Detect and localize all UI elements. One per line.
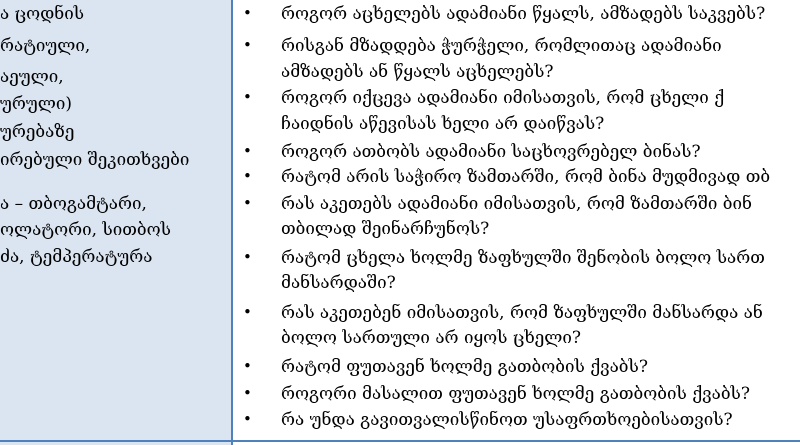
question-line: მანსარდაში? (281, 273, 396, 293)
left-column-cell (0, 0, 231, 445)
question-line: ამზადებს ან წყალს აცხელებს? (281, 62, 554, 82)
question-line: როგორ აცხელებს ადამიანი წყალს, ამზადებს საკვებს? (281, 4, 766, 24)
question-line: როგორ ათბობს ადამიანი საცხოვრებელ ბინას? (281, 142, 701, 162)
question-line: ბოლო სართული არ იყოს ცხელი? (281, 328, 582, 348)
table-bottom-border (0, 440, 800, 442)
left-text-line: ოლატორი, სითბოს (0, 220, 171, 240)
question-line: რატომ არის საჭირო ზამთარში, რომ ბინა მუდმივად თბ (281, 167, 771, 187)
question-line: რისგან მზადდება ჭურჭელი, რომლითაც ადამიანი (281, 36, 722, 56)
bullet-icon: • (243, 384, 252, 402)
left-text-line: ა – თბოგამტარი, (0, 194, 147, 214)
left-text-line: ძა, ტემპერატურა (0, 247, 153, 267)
question-line: რატომ ცხელა ხოლმე ზაფხულში შენობის ბოლო სართ (281, 248, 765, 268)
bullet-icon: • (243, 410, 252, 428)
question-line: როგორ იქცევა ადამიანი იმისათვის, რომ ცხელი ქ (281, 88, 725, 108)
question-line: რატომ ფუთავენ ხოლმე გათბობის ქვაბს? (281, 357, 648, 377)
question-line: რას აკეთებენ იმისათვის, რომ ზაფხულში მანსარდა ან (281, 303, 763, 323)
bullet-icon: • (243, 194, 252, 212)
left-text-line: აეული, (0, 67, 64, 87)
left-text-line: ურებაზე (0, 122, 75, 142)
left-text-line: ა ცოდნის (0, 4, 85, 24)
bullet-icon: • (243, 4, 252, 22)
left-text-line: ურული) (0, 94, 73, 114)
question-line: როგორი მასალით ფუთავენ ხოლმე გათბობის ქვაბს? (281, 384, 750, 404)
question-line: რა უნდა გავითვალისწინოთ უსაფრთხოებისათვის? (281, 410, 733, 430)
left-text-line: ირებული შეკითხვები (0, 150, 190, 170)
left-text-line: რატიული, (0, 36, 91, 56)
bullet-icon: • (243, 167, 252, 185)
bullet-icon: • (243, 303, 252, 321)
question-line: რას აკეთებს ადამიანი იმისათვის, რომ ზამთარში ბინ (281, 194, 752, 214)
bullet-icon: • (243, 248, 252, 266)
bullet-icon: • (243, 142, 252, 160)
bullet-icon: • (243, 88, 252, 106)
question-line: თბილად შეინარჩუნოს? (281, 219, 490, 239)
questions-cell (233, 0, 800, 440)
question-line: ჩაიდნის აწევისას ხელი არ დაიწვას? (281, 114, 605, 134)
bullet-icon: • (243, 357, 252, 375)
bullet-icon: • (243, 36, 252, 54)
